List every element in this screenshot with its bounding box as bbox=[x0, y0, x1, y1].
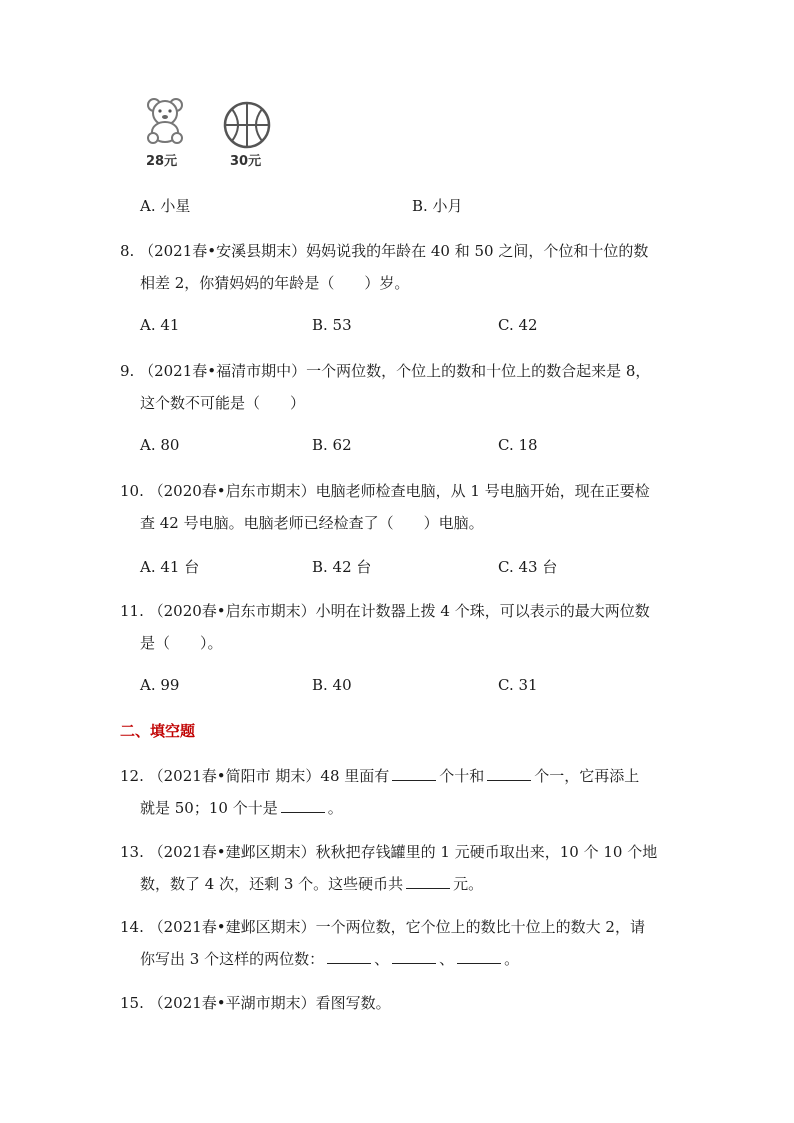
basketball-price: 30元 bbox=[230, 154, 262, 169]
q13-text-b: 元。 bbox=[453, 875, 484, 893]
q10-option-c: C. 43 台 bbox=[498, 558, 558, 576]
q9-option-b: B. 62 bbox=[312, 436, 352, 454]
q11-line1: 11. （2020春•启东市期末）小明在计数器上拨 4 个珠，可以表示的最大两位数 bbox=[120, 602, 650, 620]
q12-text-a: 12. （2021春•简阳市 期末）48 里面有 bbox=[120, 767, 390, 785]
q12-blank-1[interactable] bbox=[392, 766, 436, 781]
q14-line1: 14. （2021春•建邺区期末）一个两位数，它个位上的数比十位上的数大 2，请 bbox=[120, 918, 645, 936]
q13-text-a: 数，数了 4 次，还剩 3 个。这些硬币共 bbox=[140, 875, 404, 893]
q14-end: 。 bbox=[504, 950, 520, 968]
q10-option-a: A. 41 台 bbox=[140, 558, 200, 576]
q11-line2: 是（ ）。 bbox=[140, 634, 223, 652]
q13-line2 bbox=[140, 873, 483, 894]
q8-line2: 相差 2，你猜妈妈的年龄是（ ）岁。 bbox=[140, 274, 410, 292]
q8-option-c: C. 42 bbox=[498, 316, 538, 334]
q12-line2 bbox=[140, 797, 343, 818]
teddy-bear-price: 28元 bbox=[146, 154, 178, 169]
q12-text-b: 个十和 bbox=[439, 767, 485, 785]
q8-option-b: B. 53 bbox=[312, 316, 352, 334]
q7-option-a: A. 小星 bbox=[140, 197, 191, 215]
q10-line1: 10. （2020春•启东市期末）电脑老师检查电脑，从 1 号电脑开始，现在正要检 bbox=[120, 482, 650, 500]
q13-line1: 13. （2021春•建邺区期末）秋秋把存钱罐里的 1 元硬币取出来，10 个 10 个地 bbox=[120, 843, 658, 861]
q14-blank-1[interactable] bbox=[327, 949, 371, 964]
section-title-fill-in: 二、填空题 bbox=[120, 722, 196, 740]
q9-line2: 这个数不可能是（ ） bbox=[140, 394, 306, 412]
teddy-bear-image bbox=[140, 96, 190, 150]
basketball-icon bbox=[222, 100, 272, 150]
q14-sep-2: 、 bbox=[439, 950, 455, 968]
q9-line1: 9. （2021春•福清市期中）一个两位数，个位上的数和十位上的数合起来是 8， bbox=[120, 362, 651, 380]
q11-option-b: B. 40 bbox=[312, 676, 352, 694]
q12-line1 bbox=[120, 765, 639, 786]
q14-blank-2[interactable] bbox=[392, 949, 436, 964]
teddy-bear-icon bbox=[140, 96, 190, 146]
q11-option-c: C. 31 bbox=[498, 676, 538, 694]
q9-option-c: C. 18 bbox=[498, 436, 538, 454]
q13-blank-1[interactable] bbox=[406, 874, 450, 889]
q12-blank-3[interactable] bbox=[281, 798, 325, 813]
q10-option-b: B. 42 台 bbox=[312, 558, 372, 576]
q8-line1: 8. （2021春•安溪县期末）妈妈说我的年龄在 40 和 50 之间，个位和十位的数 bbox=[120, 242, 649, 260]
q9-option-a: A. 80 bbox=[140, 436, 180, 454]
q12-text-c: 个一，它再添上 bbox=[534, 767, 640, 785]
q15-line1: 15. （2021春•平湖市期末）看图写数。 bbox=[120, 994, 391, 1012]
q14-line2 bbox=[140, 948, 519, 969]
q11-option-a: A. 99 bbox=[140, 676, 180, 694]
q12-blank-2[interactable] bbox=[487, 766, 531, 781]
q10-line2: 查 42 号电脑。电脑老师已经检查了（ ）电脑。 bbox=[140, 514, 484, 532]
q12-text-d: 就是 50；10 个十是 bbox=[140, 799, 278, 817]
q7-option-b: B. 小月 bbox=[412, 197, 463, 215]
basketball-image bbox=[222, 100, 272, 154]
q8-option-a: A. 41 bbox=[140, 316, 180, 334]
q14-sep-1: 、 bbox=[374, 950, 390, 968]
q12-text-e: 。 bbox=[327, 799, 343, 817]
q14-blank-3[interactable] bbox=[457, 949, 501, 964]
q14-text-a: 你写出 3 个这样的两位数： bbox=[140, 950, 325, 968]
